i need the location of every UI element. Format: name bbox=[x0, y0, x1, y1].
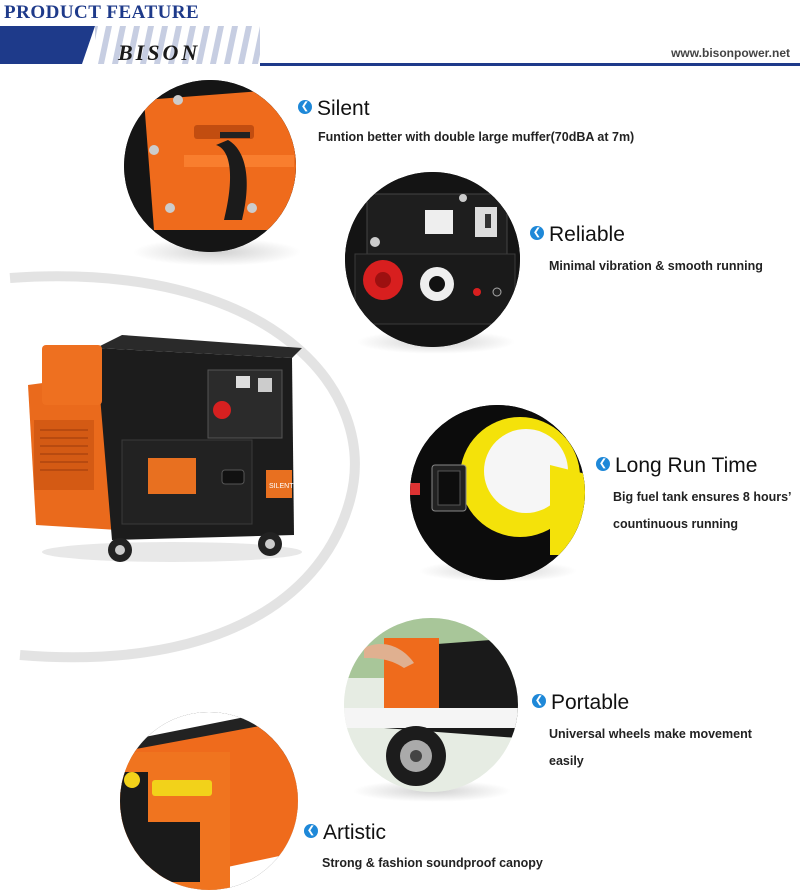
feature-title-reliable bbox=[530, 223, 625, 247]
site-url: www.bisonpower.net bbox=[671, 46, 790, 60]
feature-desc-portable bbox=[549, 721, 752, 775]
page-title: PRODUCT FEATURE bbox=[4, 2, 200, 23]
desc-line: easily bbox=[549, 754, 584, 768]
feature-title-text: Silent bbox=[317, 97, 370, 120]
feature-desc-silent: Funtion better with double large muffer(70dBA at 7m) bbox=[318, 130, 635, 144]
feature-title-text: Reliable bbox=[549, 223, 625, 246]
feature-title-text: Portable bbox=[551, 691, 630, 714]
feature-title-artistic bbox=[304, 821, 386, 845]
feature-title-long-run-time bbox=[596, 454, 757, 478]
chevron-left-circle-icon: ❮ bbox=[596, 457, 610, 471]
silent-badge: SILENT bbox=[269, 483, 294, 490]
generator-image bbox=[22, 330, 312, 570]
header-rule bbox=[260, 63, 800, 66]
chevron-left-circle-icon: ❮ bbox=[298, 100, 312, 114]
bison-logo: BISON bbox=[118, 40, 201, 65]
feature-desc-long-run-time bbox=[613, 484, 792, 538]
feature-title-text: Artistic bbox=[323, 821, 386, 844]
desc-line: countinuous running bbox=[613, 517, 738, 531]
feature-desc-reliable: Minimal vibration & smooth running bbox=[549, 259, 763, 273]
chevron-left-circle-icon: ❮ bbox=[304, 824, 318, 838]
artistic-photo bbox=[120, 712, 298, 890]
feature-desc-artistic: Strong & fashion soundproof canopy bbox=[322, 856, 543, 870]
desc-line: Big fuel tank ensures 8 hours’ bbox=[613, 490, 792, 504]
silent-photo bbox=[124, 80, 296, 252]
feature-title-silent bbox=[298, 97, 370, 121]
chevron-left-circle-icon: ❮ bbox=[532, 694, 546, 708]
portable-photo bbox=[344, 618, 518, 792]
feature-title-text: Long Run Time bbox=[615, 454, 758, 477]
feature-title-portable bbox=[532, 691, 629, 715]
desc-line: Universal wheels make movement bbox=[549, 727, 752, 741]
chevron-left-circle-icon: ❮ bbox=[530, 226, 544, 240]
fuel-tank-photo bbox=[410, 405, 585, 580]
reliable-photo bbox=[345, 172, 520, 347]
